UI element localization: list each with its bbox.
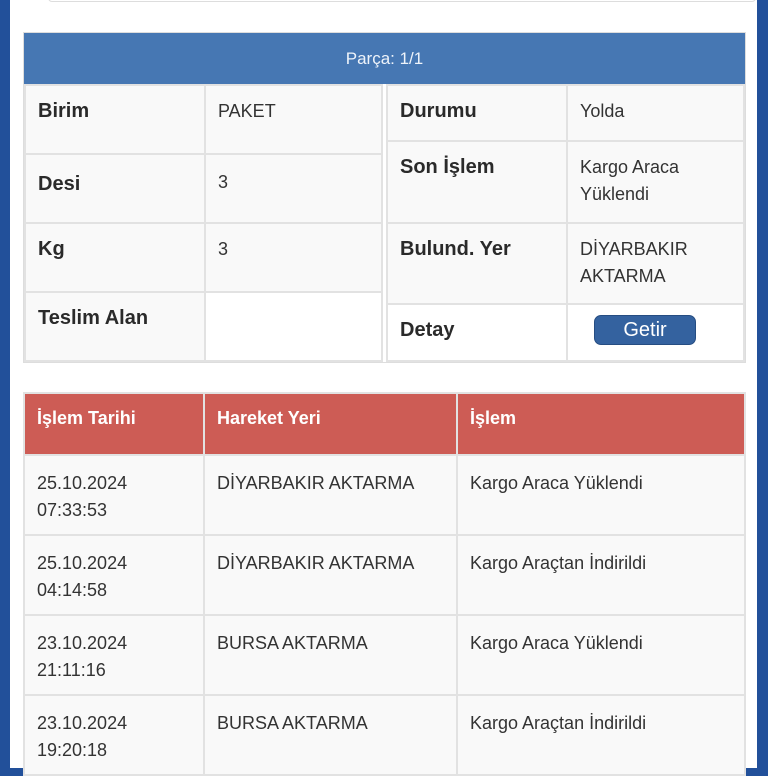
- piece-left-table: [24, 84, 383, 362]
- date-cell: [24, 455, 204, 535]
- label: Kg: [25, 223, 205, 292]
- previous-card: [48, 0, 756, 2]
- place-cell: BURSA AKTARMA: [204, 695, 457, 775]
- time: 21:11:16: [37, 660, 106, 680]
- label: Bulund. Yer: [387, 223, 567, 304]
- date: 23.10.2024: [37, 633, 128, 653]
- value: DİYARBAKIR AKTARMA: [567, 223, 744, 304]
- label: Desi: [25, 154, 205, 223]
- table-row: [24, 455, 745, 535]
- value: Yolda: [567, 85, 744, 141]
- place-cell: BURSA AKTARMA: [204, 615, 457, 695]
- label: Teslim Alan: [25, 292, 205, 361]
- header-place: Hareket Yeri: [204, 393, 457, 455]
- place-cell: DİYARBAKIR AKTARMA: [204, 535, 457, 615]
- header-action: İşlem: [457, 393, 745, 455]
- value: 3: [205, 154, 382, 223]
- date-cell: [24, 615, 204, 695]
- time: 19:20:18: [37, 740, 108, 760]
- value: [205, 292, 382, 361]
- value: PAKET: [205, 85, 382, 154]
- date: 25.10.2024: [37, 553, 128, 573]
- date: 25.10.2024: [37, 473, 128, 493]
- piece-right-table: [386, 84, 745, 362]
- time: 07:33:53: [37, 500, 108, 520]
- action-cell: Kargo Araca Yüklendi: [457, 455, 745, 535]
- action-cell: Kargo Araçtan İndirildi: [457, 695, 745, 775]
- value: Kargo Araca Yüklendi: [567, 141, 744, 223]
- piece-title: Parça: 1/1: [24, 33, 745, 84]
- piece-card: [23, 32, 746, 363]
- header-date: İşlem Tarihi: [24, 393, 204, 455]
- label: Son İşlem: [387, 141, 567, 223]
- table-row: [24, 695, 745, 775]
- getir-button[interactable]: Getir: [594, 315, 696, 345]
- date-cell: [24, 535, 204, 615]
- date-cell: [24, 695, 204, 775]
- table-row: [24, 535, 745, 615]
- label: Birim: [25, 85, 205, 154]
- history-table: [23, 392, 746, 776]
- table-row: [24, 615, 745, 695]
- value: 3: [205, 223, 382, 292]
- place-cell: DİYARBAKIR AKTARMA: [204, 455, 457, 535]
- label: Detay: [387, 304, 567, 361]
- history-header: [24, 393, 745, 455]
- action-cell: Kargo Araca Yüklendi: [457, 615, 745, 695]
- label: Durumu: [387, 85, 567, 141]
- date: 23.10.2024: [37, 713, 128, 733]
- time: 04:14:58: [37, 580, 108, 600]
- action-cell: Kargo Araçtan İndirildi: [457, 535, 745, 615]
- detail-cell: [567, 304, 744, 361]
